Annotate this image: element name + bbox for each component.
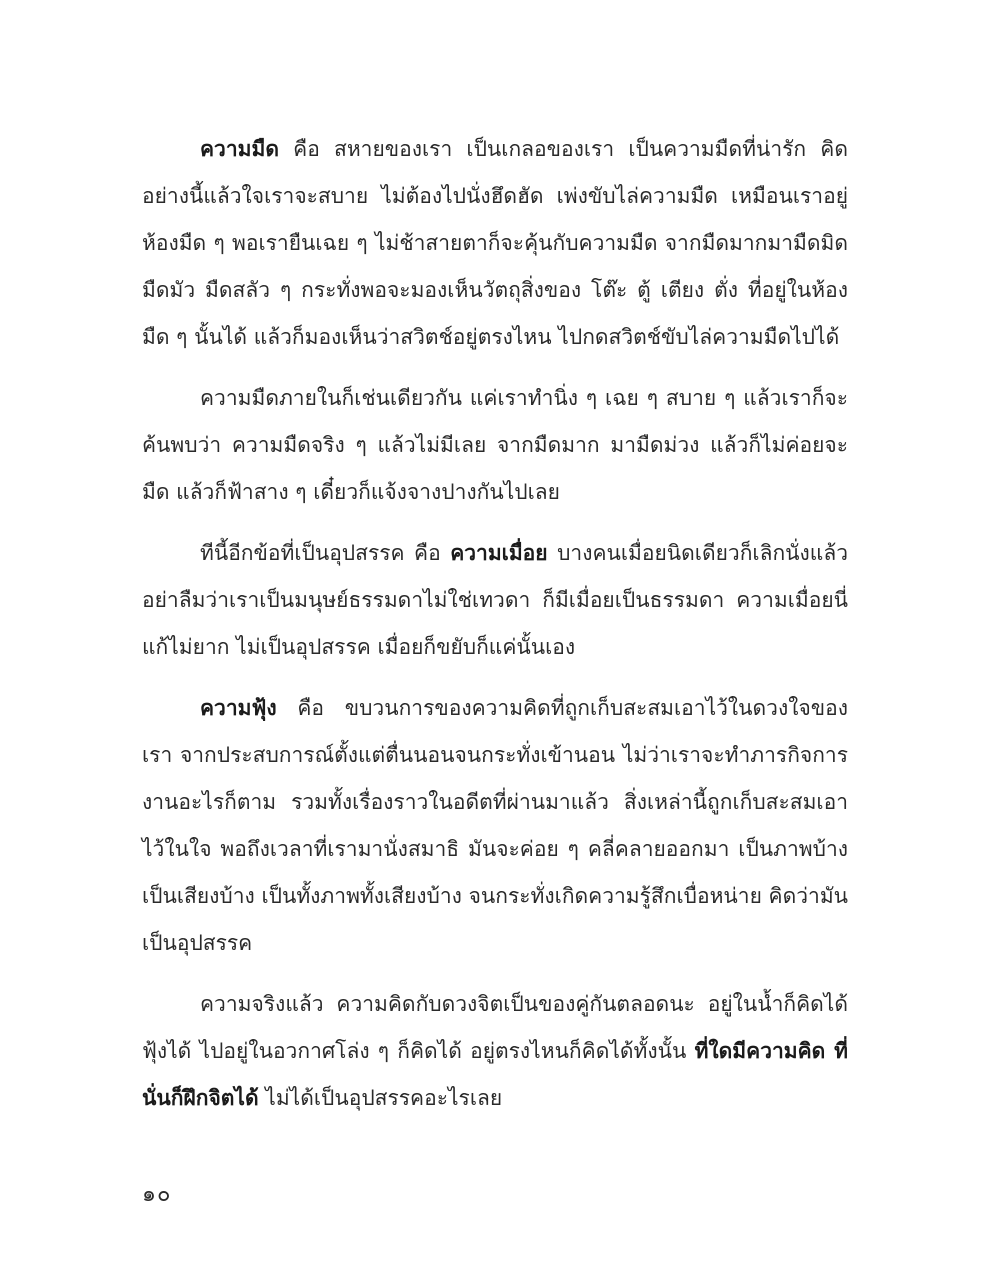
paragraph-text: ไม่ได้เป็นอุปสรรคอะไรเลย (258, 1086, 503, 1110)
page-number: ๑๐ (142, 1182, 172, 1207)
body-text (142, 126, 848, 1136)
paragraph-text: ทีนี้อีกข้อที่เป็นอุปสรรค คือ (200, 541, 451, 565)
paragraph-text: ความมืดภายในก็เช่นเดียวกัน แค่เราทำนิ่ง ๆ เฉย ๆ สบาย ๆ แล้วเราก็จะค้นพบว่า ความมืดจริง ๆ แล้วไม่มีเลย จากมืดมาก มามืดม่วง แล้วก็ไม่ค่อยจะมืด แล้วก็ฟ้าสาง ๆ เดี๋ยวก็แจ้งจางปางกันไปเลย (142, 386, 848, 504)
bold-term: ความเมื่อย (450, 541, 548, 565)
bold-term: ความฟุ้ง (200, 696, 277, 720)
paragraph-text: บางคนเมื่อยนิดเดียวก็เลิกนั่งแล้ว อย่าลืมว่าเราเป็นมนุษย์ธรรมดาไม่ใช่เทวดา ก็มีเมื่อยเป็นธรรมดา ความเมื่อยนี่แก้ไม่ยาก ไม่เป็นอุปสรรค เมื่อยก็ขยับก็แค่นั้นเอง (142, 541, 848, 659)
paragraph-inner-darkness (142, 375, 848, 516)
paragraph-thinking (142, 981, 848, 1122)
bold-phrase: ที่ใดมีความคิด ที่นั่นก็ฝึกจิตได้ (142, 1039, 848, 1110)
paragraph-darkness (142, 126, 848, 361)
paragraph-text: คือ สหายของเรา เป็นเกลอของเรา เป็นความมืดที่น่ารัก คิดอย่างนี้แล้วใจเราจะสบาย ไม่ต้องไปนั่งฮึดฮัด เพ่งขับไล่ความมืด เหมือนเราอยู่ห้องมืด ๆ พอเรายืนเฉย ๆ ไม่ช้าสายตาก็จะคุ้นกับความมืด จากมืดมากมามืดมิด มืดมัว มืดสลัว ๆ กระทั่งพอจะมองเห็นวัตถุสิ่งของ โต๊ะ ตู้ เตียง ตั่ง ที่อยู่ในห้องมืด ๆ นั้นได้ แล้วก็มองเห็นว่าสวิตช์อยู่ตรงไหน ไปกดสวิตช์ขับไล่ความมืดไปได้ (142, 137, 848, 349)
paragraph-text: ความจริงแล้ว ความคิดกับดวงจิตเป็นของคู่กันตลอดนะ อยู่ในน้ำก็คิดได้ ฟุ้งได้ ไปอยู่ในอวกาศโล่ง ๆ ก็คิดได้ อยู่ตรงไหนก็คิดได้ทั้งนั้น (142, 992, 848, 1063)
paragraph-distraction (142, 685, 848, 967)
paragraph-fatigue (142, 530, 848, 671)
bold-term: ความมืด (200, 137, 279, 161)
paragraph-text: คือ ขบวนการของความคิดที่ถูกเก็บสะสมเอาไว้ในดวงใจของเรา จากประสบการณ์ตั้งแต่ตื่นนอนจนกระทั่งเข้านอน ไม่ว่าเราจะทำภารกิจการงานอะไรก็ตาม รวมทั้งเรื่องราวในอดีตที่ผ่านมาแล้ว สิ่งเหล่านี้ถูกเก็บสะสมเอาไว้ในใจ พอถึงเวลาที่เรามานั่งสมาธิ มันจะค่อย ๆ คลี่คลายออกมา เป็นภาพบ้าง เป็นเสียงบ้าง เป็นทั้งภาพทั้งเสียงบ้าง จนกระทั่งเกิดความรู้สึกเบื่อหน่าย คิดว่ามันเป็นอุปสรรค (142, 696, 849, 955)
